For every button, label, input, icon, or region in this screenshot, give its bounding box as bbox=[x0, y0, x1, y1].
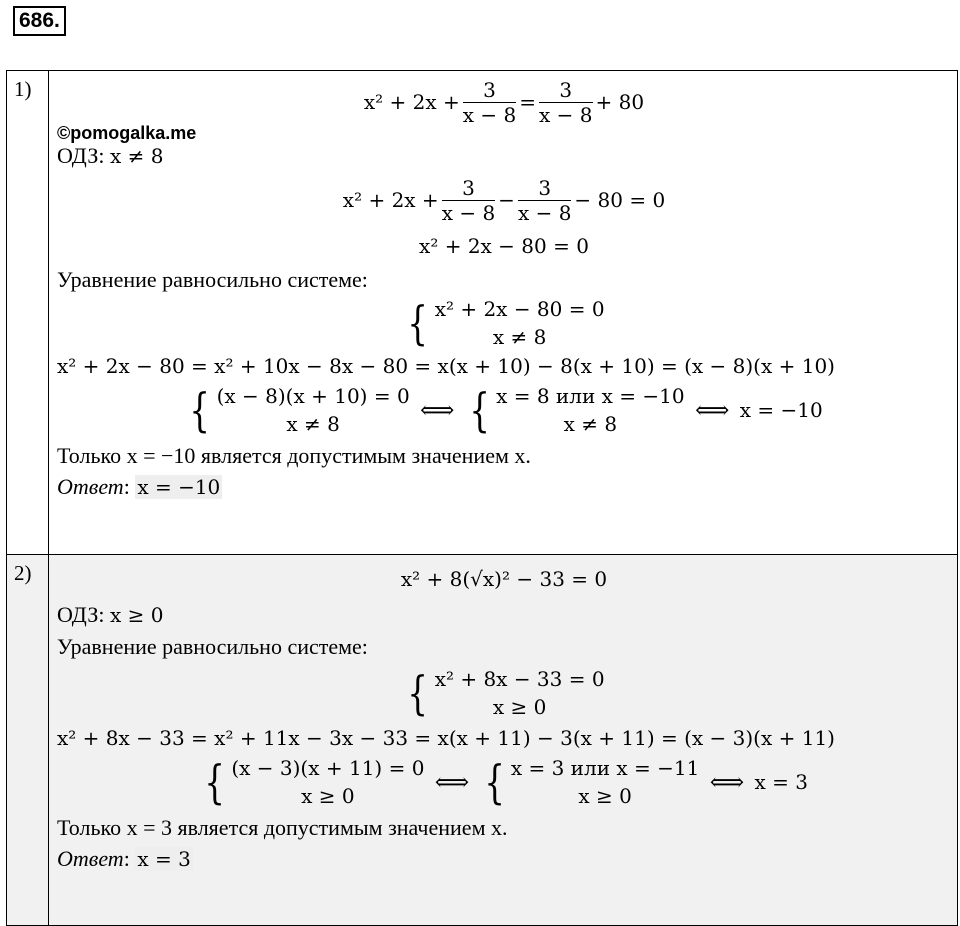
brace-icon: { bbox=[407, 296, 429, 350]
brace-icon: { bbox=[469, 383, 490, 437]
factorization: x² + 8x − 33 = x² + 11x − 3x − 33 = x(x + 11) − 3(x + 11) = (x − 3)(x + 11) bbox=[57, 726, 835, 750]
answer-line: Ответ: x = 3 bbox=[57, 846, 191, 871]
odz-line: ОДЗ: x ≠ 8 bbox=[57, 143, 164, 168]
equivalence-chain: { (x − 3)(x + 11) = 0 x ≥ 0 ⟺ { x = 3 или x = −11 x ≥ 0 ⟺ x = 3 bbox=[204, 755, 808, 809]
main-equation: x² + 2x + $\frac{3}{x - 8}$ = $\frac{3}{x - 8}$ + 80 bbox=[363, 77, 645, 127]
main-equation: x² + 8(√x)² − 33 = 0 bbox=[400, 567, 608, 591]
brace-icon: { bbox=[407, 666, 429, 720]
fraction: $\frac{3}{x - 8}$ bbox=[517, 175, 572, 225]
equivalence-chain: { (x − 8)(x + 10) = 0 x ≠ 8 ⟺ { x = 8 или x = −10 x ≠ 8 ⟺ x = −10 bbox=[189, 383, 823, 437]
solution-table bbox=[6, 70, 958, 926]
watermark: ©pomogalka.me bbox=[57, 123, 197, 143]
brace-icon: { bbox=[189, 383, 211, 437]
system: { x² + 8x − 33 = 0 x ≥ 0 bbox=[407, 666, 605, 720]
step-equation: x² + 2x + $\frac{3}{x - 8}$ − $\frac{3}{x - 8}$ − 80 = 0 bbox=[342, 175, 666, 225]
part-number: 1) bbox=[7, 71, 49, 555]
fraction: $\frac{3}{x - 8}$ bbox=[441, 175, 496, 225]
fraction: $\frac{3}{x - 8}$ bbox=[539, 77, 593, 127]
fraction: $\frac{3}{x - 8}$ bbox=[462, 77, 517, 127]
answer-value: x = 3 bbox=[137, 847, 191, 871]
factorization: x² + 2x − 80 = x² + 10x − 8x − 80 = x(x + 10) − 8(x + 10) = (x − 8)(x + 10) bbox=[57, 354, 835, 378]
simplified-equation: x² + 2x − 80 = 0 bbox=[419, 234, 589, 258]
part-number: 2) bbox=[7, 555, 49, 926]
only-valid-text: Только x = −10 является допустимым значением x. bbox=[57, 443, 531, 468]
answer-value: x = −10 bbox=[137, 475, 221, 499]
system: { x² + 2x − 80 = 0 x ≠ 8 bbox=[407, 296, 605, 350]
only-valid-text: Только x = 3 является допустимым значением x. bbox=[57, 815, 508, 840]
part-body bbox=[49, 71, 958, 555]
solution-row-2 bbox=[7, 555, 958, 926]
task-number: 686. bbox=[13, 6, 66, 36]
system-text: Уравнение равносильно системе: bbox=[57, 634, 368, 659]
odz-line: ОДЗ: x ≥ 0 bbox=[57, 602, 164, 627]
solution-row-1 bbox=[7, 71, 958, 555]
part-body bbox=[49, 555, 958, 926]
answer-line: Ответ: x = −10 bbox=[57, 474, 221, 499]
system-text: Уравнение равносильно системе: bbox=[57, 267, 368, 292]
brace-icon: { bbox=[483, 755, 505, 809]
brace-icon: { bbox=[204, 755, 225, 809]
